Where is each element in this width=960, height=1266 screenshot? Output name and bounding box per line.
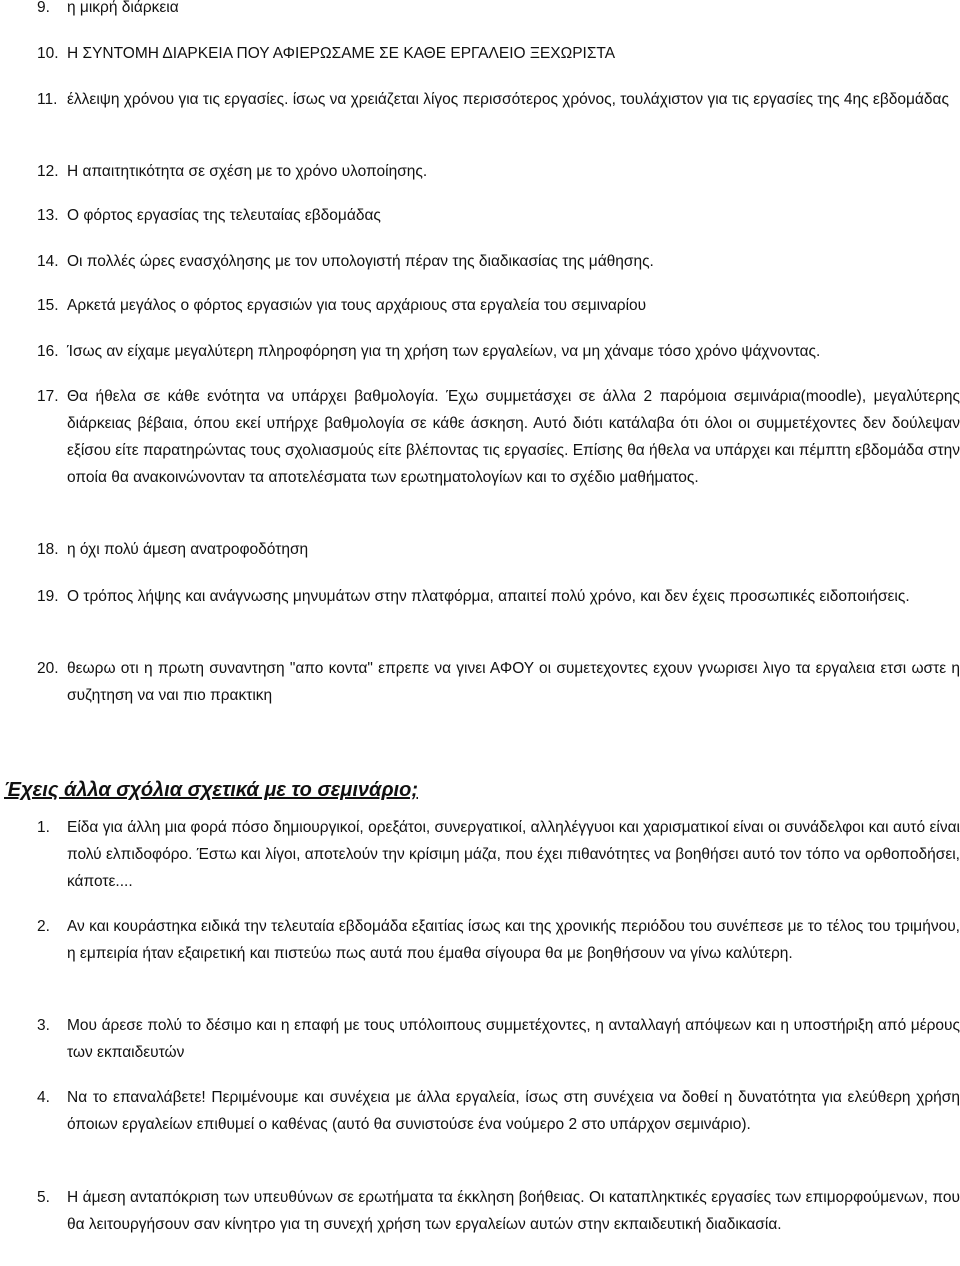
list-item bbox=[37, 292, 960, 319]
item-text: Οι πολλές ώρες ενασχόλησης με τον υπολογιστή πέραν της διαδικασίας της μάθησης. bbox=[67, 253, 654, 270]
list-item bbox=[37, 814, 960, 895]
item-text: Αρκετά μεγάλος ο φόρτος εργασιών για τους αρχάριους στα εργαλεία του σεμιναρίου bbox=[67, 297, 647, 314]
list-item bbox=[37, 536, 960, 563]
item-number: 9. bbox=[37, 0, 50, 16]
item-text: Η άμεση ανταπόκριση των υπευθύνων σε ερωτήματα τα έκκληση βοήθειας. Οι καταπληκτικές εργασίες των επιμορφούμενων, που θα λειτουργήσουν σαν κίνητρο για τη συνεχή χρήση των εργαλείων αυτών στην εκπαιδευτική διαδικασία. bbox=[67, 1189, 960, 1233]
list-item bbox=[37, 248, 960, 275]
item-text: θεωρω οτι η πρωτη συναντηση "απο κοντα" επρεπε να γινει ΑΦΟΥ οι συμετεχοντες εχουν γνωρισει λιγο τα εργαλεια ετσι ωστε η συζητηση να ναι πιο πρακτικη bbox=[67, 660, 960, 704]
item-text: Ίσως αν είχαμε μεγαλύτερη πληροφόρηση για τη χρήση των εργαλείων, να μη χάναμε τόσο χρόνο ψάχνοντας. bbox=[67, 343, 821, 360]
list-item bbox=[37, 1012, 960, 1066]
item-text: η όχι πολύ άμεση ανατροφοδότηση bbox=[67, 541, 309, 558]
item-number: 11. bbox=[37, 91, 58, 108]
list-item bbox=[37, 202, 960, 229]
item-number: 5. bbox=[37, 1189, 50, 1206]
list-item bbox=[37, 655, 960, 709]
item-number: 3. bbox=[37, 1017, 50, 1034]
list-item bbox=[37, 1084, 960, 1138]
section-heading: Έχεις άλλα σχόλια σχετικά με το σεμινάριο; bbox=[4, 779, 418, 801]
item-text: Αν και κουράστηκα ειδικά την τελευταία εβδομάδα εξαιτίας ίσως και της χρονικής περιόδου του συνέπεσε με το τέλος του τριμήνου, η εμπειρία ήταν εξαιρετική και πιστεύω πως αυτά που έμαθα σίγουρα θα με βοηθήσουν να γίνω καλύτερη. bbox=[67, 918, 960, 962]
list-item bbox=[37, 913, 960, 967]
item-text: η μικρή διάρκεια bbox=[67, 0, 179, 16]
item-number: 4. bbox=[37, 1089, 50, 1106]
item-text: Η ΣΥΝΤΟΜΗ ΔΙΑΡΚΕΙΑ ΠΟΥ ΑΦΙΕΡΩΣΑΜΕ ΣΕ ΚΑΘΕ ΕΡΓΑΛΕΙΟ ΞΕΧΩΡΙΣΤΑ bbox=[67, 45, 616, 62]
item-number: 19. bbox=[37, 588, 59, 605]
item-number: 15. bbox=[37, 297, 59, 314]
item-text: Η απαιτητικότητα σε σχέση με το χρόνο υλοποίησης. bbox=[67, 163, 428, 180]
item-number: 13. bbox=[37, 207, 59, 224]
list-item bbox=[37, 338, 960, 365]
list-item bbox=[37, 86, 960, 113]
item-number: 10. bbox=[37, 45, 59, 62]
item-number: 17. bbox=[37, 388, 59, 405]
item-text: Θα ήθελα σε κάθε ενότητα να υπάρχει βαθμολογία. Έχω συμμετάσχει σε άλλα 2 παρόμοια σεμινάρια(moodle), μεγαλύτερης διάρκειας βέβαια, όπου εκεί υπήρχε βαθμολογία σε κάθε άσκηση. Αυτό διότι κατάλαβα ότι όλοι οι συμμετέχοντες δεν δούλεψαν εξίσου είτε παρατηρώντας τους σχολιασμούς είτε βλέποντας τις εργασίες. Επίσης θα ήθελα να υπάρχει και πέμπτη εβδομάδα στην οποία θα ανακοινώνονταν τα αποτελέσματα των ερωτηματολογίων και το σχέδιο μαθήματος. bbox=[67, 388, 960, 486]
item-text: Ο τρόπος λήψης και ανάγνωσης μηνυμάτων στην πλατφόρμα, απαιτεί πολύ χρόνο, και δεν έχεις προσωπικές ειδοποιήσεις. bbox=[67, 588, 910, 605]
item-number: 20. bbox=[37, 660, 59, 677]
list-item bbox=[37, 1184, 960, 1238]
item-text: Ο φόρτος εργασίας της τελευταίας εβδομάδας bbox=[67, 207, 381, 224]
item-number: 2. bbox=[37, 918, 50, 935]
list-item bbox=[37, 40, 960, 67]
item-number: 14. bbox=[37, 253, 59, 270]
list-item bbox=[37, 0, 960, 21]
item-text: έλλειψη χρόνου για τις εργασίες. ίσως να χρειάζεται λίγος περισσότερος χρόνος, τουλάχιστον για τις εργασίες της 4ης εβδομάδας bbox=[67, 91, 949, 108]
item-text: Να το επαναλάβετε! Περιμένουμε και συνέχεια με άλλα εργαλεία, ίσως στη συνέχεια να δοθεί η δυνατότητα για ελεύθερη χρήση όποιων εργαλείων επιθυμεί ο καθένας (αυτό θα συνιστούσε ένα νούμερο 2 στο υπάρχον σεμινάριο). bbox=[67, 1089, 960, 1133]
list-item bbox=[37, 158, 960, 185]
item-number: 18. bbox=[37, 541, 59, 558]
item-number: 1. bbox=[37, 819, 50, 836]
list-item bbox=[37, 383, 960, 491]
item-number: 16. bbox=[37, 343, 59, 360]
item-text: Μου άρεσε πολύ το δέσιμο και η επαφή με τους υπόλοιπους συμμετέχοντες, η ανταλλαγή απόψεων και η υποστήριξη από μέρους των εκπαιδευτών bbox=[67, 1017, 960, 1061]
item-number: 12. bbox=[37, 163, 59, 180]
list-item bbox=[37, 583, 960, 610]
item-text: Είδα για άλλη μια φορά πόσο δημιουργικοί, ορεξάτοι, συνεργατικοί, αλληλέγγυοι και χαρισματικοί είναι οι συνάδελφοι και αυτό είναι πολύ ελπιδοφόρο. Έστω και λίγοι, αποτελούν την κρίσιμη μάζα, που έχει πιθανότητες να βοηθήσει αυτό τον τόπο να ορθοποδήσει, κάποτε.... bbox=[67, 819, 960, 890]
